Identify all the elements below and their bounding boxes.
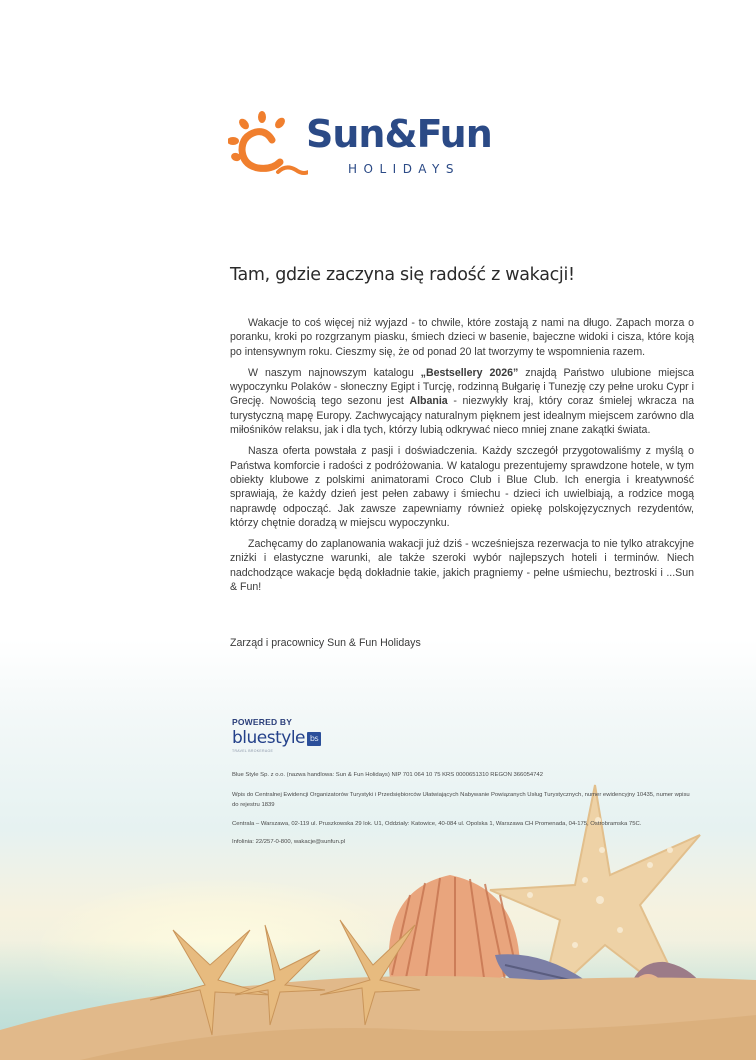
legal-registry-info: Wpis do Centralnej Ewidencji Organizatorów Turystyki i Przedsiębiorców Ułatwiających Nabywanie Powiązanych Usług Turystycznych, numer ewidencyjny 10435, numer wpisu do rejestru 1839 xyxy=(232,792,690,808)
paragraph-intro: Wakacje to coś więcej niż wyjazd - to chwile, które zostają z nami na długo. Zapach morza o poranku, kroki po rozgrzanym piasku, śmiech dzieci w basenie, bajeczne widoki i cisza, które koją po intensywnym roku. Cieszmy się, że od ponad 20 lat tworzymy te wspomnienia razem. xyxy=(230,317,694,358)
powered-by-label: POWERED BY xyxy=(232,717,293,727)
paragraph-catalog xyxy=(230,366,694,437)
text-run: W naszym najnowszym katalogu xyxy=(248,366,421,379)
sun-icon xyxy=(228,110,308,185)
text-run: znajdą Państwo ulubione miejsca wypoczynku Polaków - słoneczny Egipt i Turcję, rodzinną Bułgarię i Tunezję czy pełne uroku Cypr i Grecję. Nowością tego sezonu jest xyxy=(230,366,694,408)
sunfun-logo xyxy=(228,110,498,185)
bluestyle-badge-icon: bs xyxy=(307,732,321,746)
letter-body xyxy=(230,316,694,601)
catalog-name: „Bestsellery 2026” xyxy=(420,366,519,379)
page-title: Tam, gdzie zaczyna się radość z wakacji! xyxy=(230,265,575,285)
paragraph-offer: Nasza oferta powstała z pasji i doświadczenia. Każdy szczegół przygotowaliśmy z myślą o Państwa komforcie i radości z podróżowania. W katalogu prezentujemy sprawdzone hotele, w tym obiekty klubowe z polskimi animatorami Croco Club i Blue Club. Ich energia i kreatywność sprawiają, że każdy dzień jest pełen zabawy i śmiechu - dzieci ich uwielbiają, a rodzice mogą naprawdę odpocząć. Jak zawsze zapewniamy również opiekę polskojęzycznych rezydentów, którzy chętnie doradzą w miejscu wypoczynku. xyxy=(230,445,694,529)
legal-company-info: Blue Style Sp. z o.o. (nazwa handlowa: Sun & Fun Holidays) NIP 701 064 10 75 KRS 0000651310 REGON 366054742 xyxy=(232,772,543,778)
logo-wordmark: Sun&Fun xyxy=(306,112,492,156)
bluestyle-logo xyxy=(232,728,321,748)
text-run: - niezwykły kraj, który coraz śmielej wkracza na turystyczną mapę Europy. Zachwycający naturalnym pięknem jest idealnym miejscem zarówno dla miłośników relaksu, jak i dla tych, którzy lubią odkrywać nieco mniej znane zakątki świata. xyxy=(230,395,694,437)
logo-subtitle: HOLIDAYS xyxy=(348,162,460,176)
paragraph-invitation: Zachęcamy do zaplanowania wakacji już dziś - wcześniejsza rezerwacja to nie tylko atrakcyjne zniżki i elastyczne warunki, ale także szeroki wybór najlepszych hoteli i terminów. Niech nadchodzące wakacje będą dokładnie takie, jakich pragniemy - pełne uśmiechu, beztroski i ...Sun & Fun! xyxy=(230,538,694,594)
bluestyle-wordmark: bluestyle xyxy=(232,728,306,748)
legal-contact-info: Infolinia: 22/257-0-800, wakacje@sunfun.pl xyxy=(232,839,346,845)
signature: Zarząd i pracownicy Sun & Fun Holidays xyxy=(230,637,421,649)
legal-office-addresses: Centrala – Warszawa, 02-119 ul. Pruszkowska 29 lok. U1, Oddziały: Katowice, 40-084 ul. Opolska 1, Warszawa CH Promenada, 04-175, Ostrobramska 75C. xyxy=(232,821,642,827)
highlight-country: Albania xyxy=(409,395,448,408)
bluestyle-tagline: TRAVEL BROKERAGE xyxy=(232,749,274,753)
